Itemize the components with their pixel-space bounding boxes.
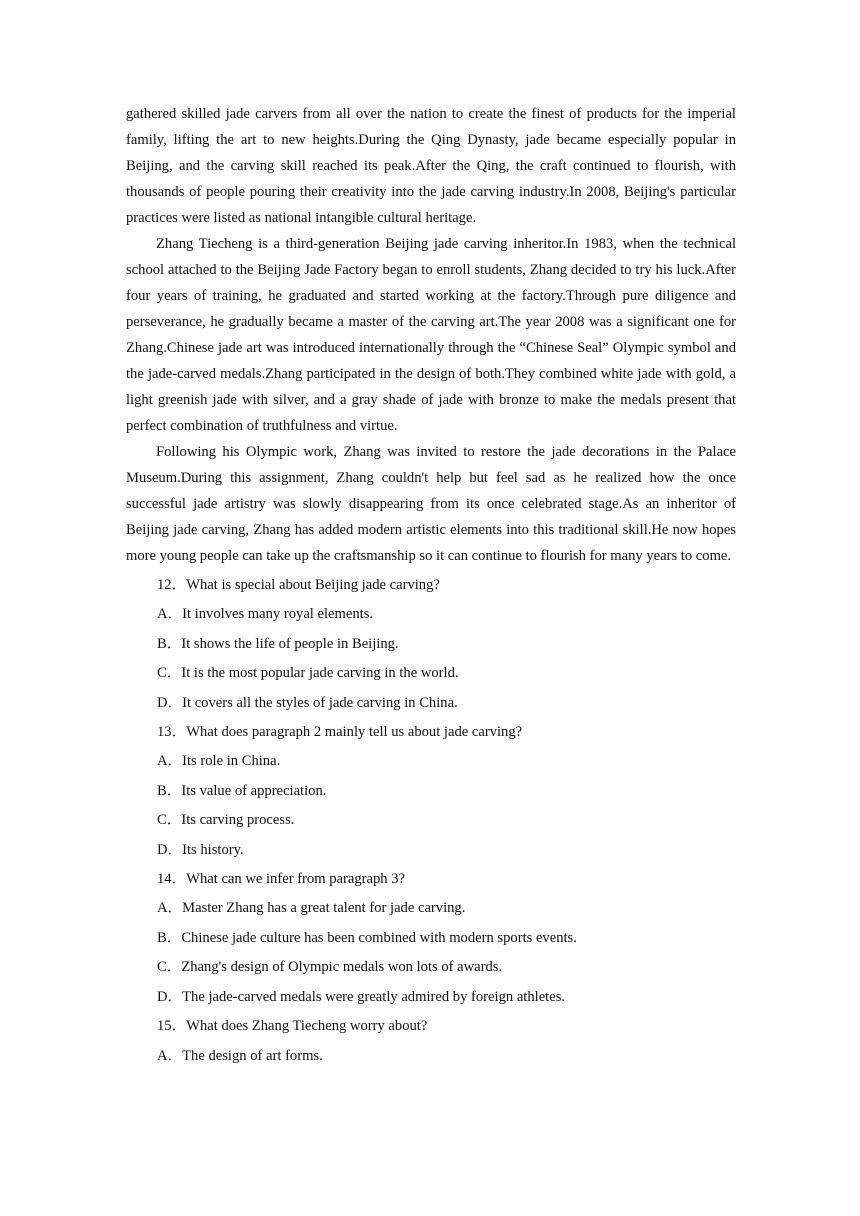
question-13: 13．What does paragraph 2 mainly tell us about jade carving? <box>157 724 523 741</box>
option-12-c: C．It is the most popular jade carving in the world. <box>157 665 459 682</box>
option-13-b: B．Its value of appreciation. <box>157 782 327 799</box>
option-12-d: D．It covers all the styles of jade carving in China. <box>157 694 458 711</box>
option-13-a: A．Its role in China. <box>157 753 281 770</box>
question-14: 14．What can we infer from paragraph 3? <box>157 871 405 888</box>
question-15: 15．What does Zhang Tiecheng worry about? <box>157 1018 428 1035</box>
option-15-a: A．The design of art forms. <box>157 1047 323 1064</box>
option-13-d: D．Its history. <box>157 841 244 858</box>
option-14-c: C．Zhang's design of Olympic medals won lots of awards. <box>157 959 503 976</box>
option-14-b: B．Chinese jade culture has been combined with modern sports events. <box>157 929 577 946</box>
option-14-d: D．The jade-carved medals were greatly admired by foreign athletes. <box>157 988 566 1005</box>
document-page <box>126 101 736 1071</box>
question-12: 12．What is special about Beijing jade carving? <box>157 577 440 593</box>
passage-paragraph-3: Following his Olympic work, Zhang was invited to restore the jade decorations in the Palace Museum.During this assignment, Zhang couldn't help but feel sad as he realized how the once successful jade artistry was slowly disappearing from its once celebrated stage.As an inheritor of Beijing jade carving, Zhang has added modern artistic elements into this traditional skill.He now hopes more young people can take up the craftsmanship so it can continue to flourish for many years to come. <box>126 444 736 564</box>
option-14-a: A．Master Zhang has a great talent for jade carving. <box>157 900 466 917</box>
option-12-b: B．It shows the life of people in Beijing. <box>157 635 399 652</box>
passage-paragraph-1: gathered skilled jade carvers from all over the nation to create the finest of products for the imperial family, lifting the art to new heights.During the Qing Dynasty, jade became especially popular in Beijing, and the carving skill reached its peak.After the Qing, the craft continued to flourish, with thousands of people pouring their creativity into the jade carving industry.In 2008, Beijing's particular practices were listed as national intangible cultural heritage. <box>126 106 736 226</box>
question-list <box>126 571 736 1071</box>
option-12-a: A．It involves many royal elements. <box>157 606 374 623</box>
option-13-c: C．Its carving process. <box>157 812 295 829</box>
passage-paragraph-2: Zhang Tiecheng is a third-generation Beijing jade carving inheritor.In 1983, when the technical school attached to the Beijing Jade Factory began to enroll students, Zhang decided to try his luck.After four years of training, he graduated and started working at the factory.Through pure diligence and perseverance, he gradually became a master of the carving art.The year 2008 was a significant one for Zhang.Chinese jade art was introduced internationally through the “Chinese Seal” Olympic symbol and the jade-carved medals.Zhang participated in the design of both.They combined white jade with gold, a light greenish jade with silver, and a gray shade of jade with bronze to make the medals present that perfect combination of truthfulness and virtue. <box>126 236 736 434</box>
